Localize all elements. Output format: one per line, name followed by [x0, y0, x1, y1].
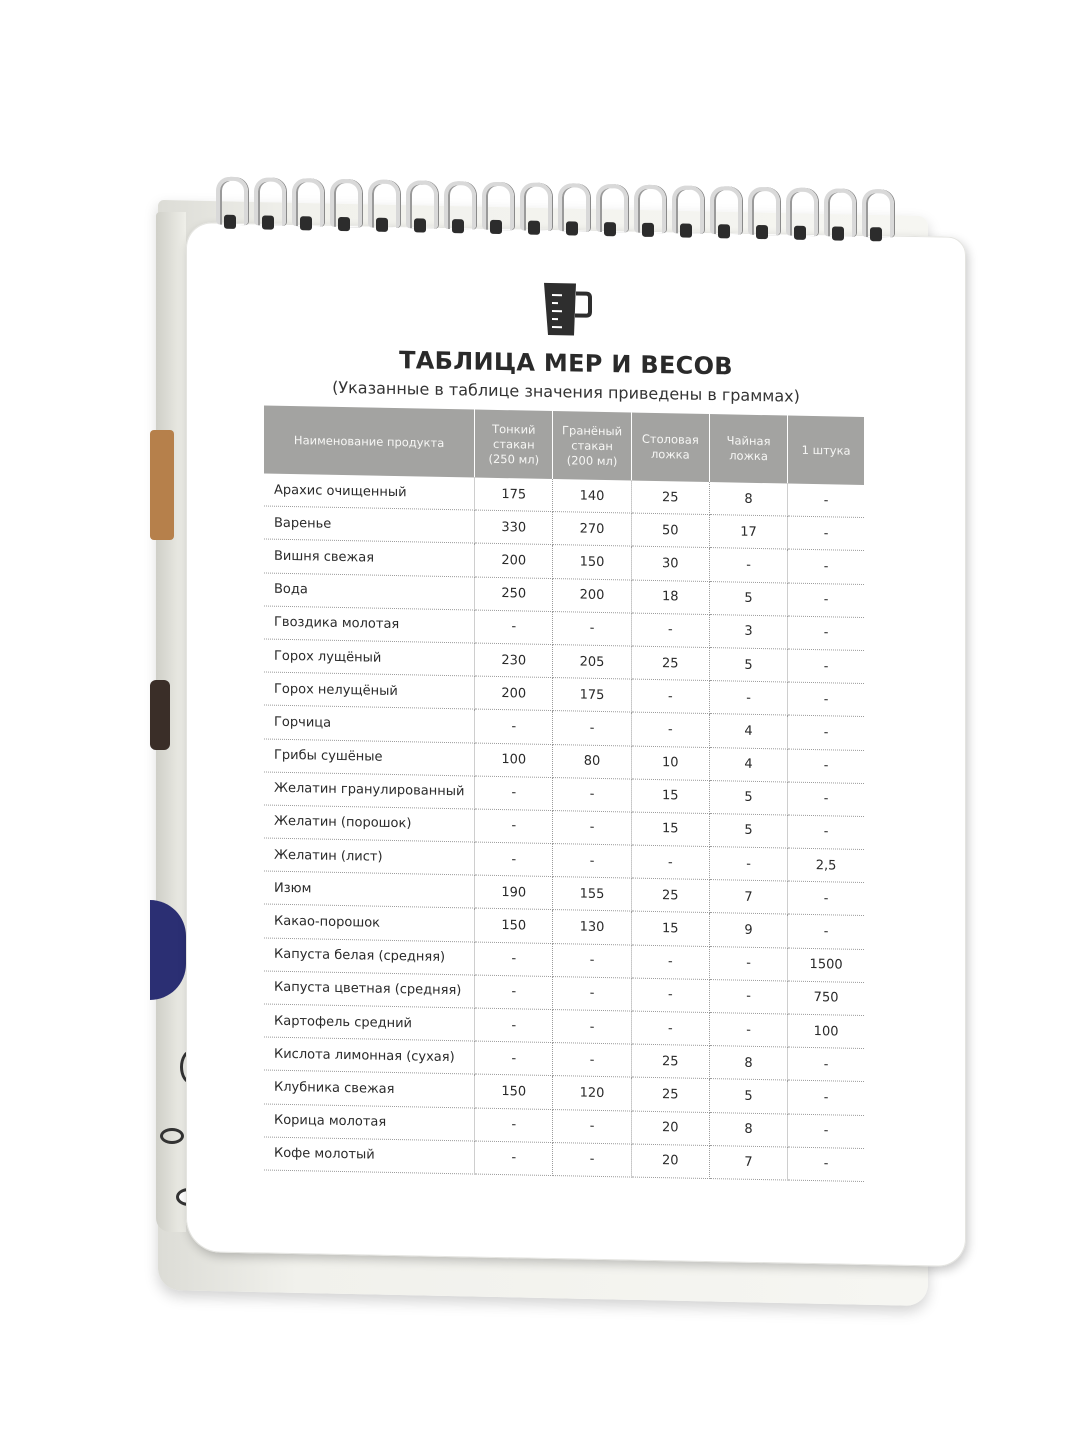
weight-value-cell: -: [631, 1011, 709, 1046]
weight-value-cell: -: [475, 1108, 553, 1143]
product-name-cell: Желатин (лист): [264, 838, 475, 875]
weight-value-cell: 80: [553, 744, 631, 779]
weight-value-cell: -: [709, 979, 787, 1014]
product-name-cell: Кислота лимонная (сухая): [264, 1037, 475, 1074]
weight-value-cell: -: [788, 649, 864, 684]
weight-value-cell: 1500: [788, 948, 864, 983]
notebook-page: [186, 222, 966, 1267]
measuring-jug-icon: [540, 281, 592, 338]
measures-table: [264, 405, 864, 1181]
weight-value-cell: -: [788, 616, 864, 651]
weight-value-cell: 200: [553, 578, 631, 613]
weight-value-cell: -: [788, 682, 864, 717]
product-name-cell: Вода: [264, 573, 475, 610]
weight-value-cell: 10: [631, 746, 709, 781]
weight-value-cell: 120: [553, 1076, 631, 1111]
weight-value-cell: 15: [631, 812, 709, 847]
column-header: Столовая ложка: [631, 413, 709, 483]
weight-value-cell: 25: [631, 1044, 709, 1079]
punch-hole: [566, 221, 578, 235]
column-header: Чайная ложка: [709, 414, 787, 484]
measures-table-container: [264, 405, 864, 1181]
weight-value-cell: -: [553, 844, 631, 879]
weight-value-cell: 8: [709, 1046, 787, 1081]
weight-value-cell: -: [475, 975, 553, 1010]
weight-value-cell: 4: [709, 747, 787, 782]
weight-value-cell: 25: [631, 481, 709, 515]
product-name-cell: Гвоздика молотая: [264, 606, 475, 643]
weight-value-cell: -: [475, 1008, 553, 1043]
page-wrapper: [186, 222, 966, 1267]
weight-value-cell: 25: [631, 878, 709, 913]
weight-value-cell: -: [631, 679, 709, 714]
weight-value-cell: -: [788, 815, 864, 850]
weight-value-cell: -: [788, 484, 864, 518]
weight-value-cell: 15: [631, 779, 709, 814]
weight-value-cell: 7: [709, 1145, 787, 1180]
punch-hole: [528, 221, 540, 235]
weight-value-cell: -: [475, 809, 553, 844]
weight-value-cell: 3: [709, 614, 787, 649]
product-name-cell: Кофе молотый: [264, 1137, 475, 1174]
weight-value-cell: -: [788, 1114, 864, 1149]
cover-illustration-dark: [150, 680, 170, 750]
weight-value-cell: 15: [631, 911, 709, 946]
punch-hole: [870, 227, 882, 241]
weight-value-cell: 100: [475, 743, 553, 778]
weight-value-cell: -: [631, 613, 709, 648]
product-name-cell: Горох нелущёный: [264, 672, 475, 709]
weight-value-cell: 8: [709, 482, 787, 516]
column-header: 1 штука: [788, 416, 864, 485]
page-title: ТАБЛИЦА МЕР И ВЕСОВ: [399, 346, 733, 381]
punch-hole: [262, 215, 274, 229]
weight-value-cell: 30: [631, 546, 709, 581]
weight-value-cell: -: [553, 1142, 631, 1177]
weight-value-cell: 5: [709, 813, 787, 848]
product-name-cell: Горох лущёный: [264, 639, 475, 676]
weight-value-cell: 20: [631, 1111, 709, 1146]
product-name-cell: Грибы сушёные: [264, 738, 475, 775]
weight-value-cell: -: [788, 583, 864, 618]
weight-value-cell: 5: [709, 647, 787, 682]
weight-value-cell: -: [709, 847, 787, 882]
weight-value-cell: 5: [709, 581, 787, 616]
weight-value-cell: -: [788, 881, 864, 916]
product-name-cell: Корица молотая: [264, 1104, 475, 1141]
weight-value-cell: -: [553, 943, 631, 978]
punch-hole: [490, 220, 502, 234]
weight-value-cell: -: [788, 1047, 864, 1082]
punch-hole: [338, 217, 350, 231]
weight-value-cell: 20: [631, 1144, 709, 1179]
product-name-cell: Вишня свежая: [264, 539, 475, 576]
weight-value-cell: -: [553, 1010, 631, 1045]
weight-value-cell: 100: [788, 1014, 864, 1049]
weight-value-cell: -: [475, 1041, 553, 1076]
weight-value-cell: -: [475, 1141, 553, 1176]
table-body: [264, 473, 864, 1181]
weight-value-cell: 18: [631, 580, 709, 615]
weight-value-cell: 9: [709, 913, 787, 948]
weight-value-cell: 150: [553, 545, 631, 580]
weight-value-cell: 25: [631, 1077, 709, 1112]
product-name-cell: Желатин гранулированный: [264, 772, 475, 809]
weight-value-cell: -: [553, 1109, 631, 1144]
weight-value-cell: 175: [553, 678, 631, 713]
page-subtitle: (Указанные в таблице значения приведены в граммах): [332, 377, 800, 406]
weight-value-cell: 155: [553, 877, 631, 912]
product-name-cell: Изюм: [264, 871, 475, 908]
table-header-row: [264, 405, 864, 485]
weight-value-cell: 330: [475, 510, 553, 545]
column-header: Гранёный стакан (200 мл): [553, 411, 631, 481]
weight-value-cell: 230: [475, 643, 553, 678]
weight-value-cell: -: [709, 1013, 787, 1048]
weight-value-cell: 205: [553, 644, 631, 679]
punch-hole: [376, 218, 388, 232]
weight-value-cell: 7: [709, 880, 787, 915]
punch-hole: [300, 216, 312, 230]
weight-value-cell: 8: [709, 1112, 787, 1147]
weight-value-cell: 5: [709, 780, 787, 815]
weight-value-cell: -: [788, 749, 864, 784]
weight-value-cell: 50: [631, 513, 709, 548]
punch-hole: [604, 222, 616, 236]
weight-value-cell: -: [788, 782, 864, 817]
weight-value-cell: -: [788, 715, 864, 750]
punch-hole: [794, 226, 806, 240]
weight-value-cell: -: [553, 711, 631, 746]
weight-value-cell: -: [475, 709, 553, 744]
product-name-cell: Горчица: [264, 705, 475, 742]
product-name-cell: Арахис очищенный: [264, 473, 475, 510]
weight-value-cell: 270: [553, 512, 631, 547]
weight-value-cell: -: [553, 777, 631, 812]
punch-hole: [414, 218, 426, 232]
product-name-cell: Желатин (порошок): [264, 805, 475, 842]
weight-value-cell: -: [553, 611, 631, 646]
column-header: Тонкий стакан (250 мл): [475, 410, 553, 480]
weight-value-cell: -: [788, 1080, 864, 1115]
weight-value-cell: 25: [631, 646, 709, 681]
product-name-cell: Картофель средний: [264, 1004, 475, 1041]
product-name-cell: Капуста белая (средняя): [264, 938, 475, 975]
weight-value-cell: -: [475, 942, 553, 977]
weight-value-cell: -: [788, 1147, 864, 1182]
product-name-cell: Какао-порошок: [264, 904, 475, 941]
weight-value-cell: -: [631, 978, 709, 1013]
punch-hole: [452, 219, 464, 233]
weight-value-cell: -: [475, 776, 553, 811]
weight-value-cell: 140: [553, 479, 631, 513]
weight-value-cell: 150: [475, 908, 553, 943]
weight-value-cell: -: [475, 610, 553, 645]
punch-hole: [680, 223, 692, 237]
weight-value-cell: -: [553, 976, 631, 1011]
weight-value-cell: -: [631, 845, 709, 880]
weight-value-cell: 200: [475, 676, 553, 711]
weight-value-cell: -: [709, 681, 787, 716]
product-name-cell: Капуста цветная (средняя): [264, 971, 475, 1008]
weight-value-cell: 175: [475, 478, 553, 512]
punch-hole: [718, 224, 730, 238]
product-name-cell: Варенье: [264, 506, 475, 543]
weight-value-cell: 17: [709, 515, 787, 550]
cover-illustration-bean: [160, 1128, 184, 1144]
weight-value-cell: -: [788, 549, 864, 584]
punch-hole: [756, 225, 768, 239]
product-name-cell: Клубника свежая: [264, 1070, 475, 1107]
punch-hole: [832, 226, 844, 240]
weight-value-cell: 190: [475, 875, 553, 910]
column-header: Наименование продукта: [264, 405, 475, 477]
weight-value-cell: -: [553, 1043, 631, 1078]
weight-value-cell: 130: [553, 910, 631, 945]
weight-value-cell: 250: [475, 577, 553, 612]
weight-value-cell: 5: [709, 1079, 787, 1114]
weight-value-cell: 200: [475, 543, 553, 578]
weight-value-cell: -: [631, 945, 709, 980]
weight-value-cell: -: [709, 946, 787, 981]
weight-value-cell: 150: [475, 1074, 553, 1109]
cover-illustration-brown: [150, 430, 174, 540]
weight-value-cell: 2,5: [788, 848, 864, 883]
spiral-binding: [186, 176, 966, 261]
punch-hole: [642, 223, 654, 237]
punch-hole: [224, 215, 236, 229]
weight-value-cell: -: [788, 516, 864, 551]
weight-value-cell: 4: [709, 714, 787, 749]
weight-value-cell: -: [553, 810, 631, 845]
weight-value-cell: 750: [788, 981, 864, 1016]
weight-value-cell: -: [631, 712, 709, 747]
weight-value-cell: -: [709, 548, 787, 583]
weight-value-cell: -: [788, 914, 864, 949]
weight-value-cell: -: [475, 842, 553, 877]
